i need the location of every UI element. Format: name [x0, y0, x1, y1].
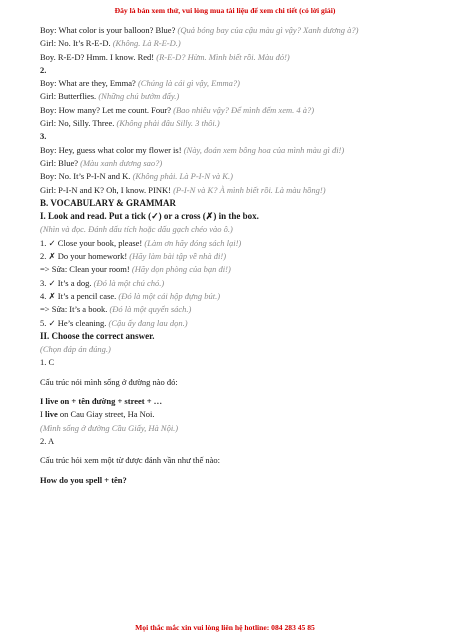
dialog-line [40, 77, 420, 90]
dialog-line [40, 117, 420, 130]
answer-translation: (Hãy làm bài tập về nhà đi!) [129, 251, 227, 262]
answer-translation: (Đó là một chú chó.) [93, 277, 165, 288]
exercise-instruction: (Nhìn và đọc. Đánh dấu tích hoặc dấu gạch chéo vào ô.) [40, 224, 233, 235]
hotline-notice: Mọi thắc mắc xin vui lòng liên hệ hotline: 084 283 45 85 [135, 623, 315, 632]
dialog-text: Girl: No. It’s R-E-D. [40, 38, 111, 49]
answer-translation: (Cậu ấy đang lau dọn.) [108, 317, 188, 328]
dialog-text: Boy: Hey, guess what color my flower is! [40, 144, 182, 155]
answer-text: 4. ✗ It’s a pencil case. [40, 290, 117, 301]
dialog-text: Boy: What color is your balloon? Blue? [40, 25, 176, 35]
answer-translation: (Làm ơn hãy đóng sách lại!) [144, 237, 242, 248]
answer-key: 1. C [40, 357, 55, 368]
dialog-translation: (Bao nhiêu vậy? Để mình đếm xem. 4 à?) [173, 104, 315, 115]
dialog-line [40, 144, 420, 157]
dialog-translation: (Không. Là R-E-D.) [112, 38, 181, 49]
preview-notice: Đây là bản xem thử, vui lòng mua tài liệu để xem chi tiết (có lời giải) [114, 6, 336, 15]
dialog-line [40, 104, 420, 117]
exercise-instruction: (Chọn đáp án đúng.) [40, 344, 111, 355]
dialog-translation: (Chúng là cái gì vậy, Emma?) [137, 78, 240, 89]
correction-text: => Sửa: It’s a book. [40, 304, 108, 315]
dialog-line [40, 184, 420, 197]
document-body [40, 24, 420, 487]
dialog-text: Boy: How many? Let me count. Four? [40, 104, 172, 115]
example-text: I [40, 409, 45, 420]
dialog-text: Boy. R-E-D? Hmm. I know. Red! [40, 51, 155, 62]
dialog-text: Boy: No. It’s P-I-N and K. [40, 171, 131, 182]
dialog-text: Girl: P-I-N and K? Oh, I know. PINK! [40, 184, 171, 195]
answer-item [40, 317, 420, 330]
section-heading: B. VOCABULARY & GRAMMAR [40, 197, 176, 208]
dialog-translation: (Không phải đâu Silly. 3 thôi.) [116, 118, 220, 129]
dialog-translation: (Màu xanh dương sao?) [80, 157, 163, 168]
dialog-text: Boy: What are they, Emma? [40, 78, 136, 89]
grammar-formula: How do you spell + tên? [40, 474, 127, 485]
correction-translation: (Đó là một quyển sách.) [109, 304, 192, 315]
exercise-title: II. Choose the correct answer. [40, 330, 155, 341]
answer-item [40, 250, 420, 263]
dialog-text: Girl: No, Silly. Three. [40, 118, 115, 129]
dialog-text: Girl: Blue? [40, 157, 79, 168]
answer-text: 3. ✓ It’s a dog. [40, 277, 92, 288]
answer-text: 2. ✗ Do your homework! [40, 251, 128, 262]
dialog-translation: (Này, đoán xem bông hoa của mình màu gì đi!) [183, 144, 345, 155]
dialog-line [40, 170, 420, 183]
exercise-title: I. Look and read. Put a tick (✓) or a cross (✗) in the box. [40, 211, 259, 222]
correction-translation: (Hãy dọn phòng của bạn đi!) [131, 264, 231, 275]
dialog-translation: (P-I-N và K? À mình biết rồi. Là màu hồng!) [173, 184, 326, 195]
answer-item [40, 237, 420, 250]
dialog-line [40, 37, 420, 50]
dialog-number: 3. [40, 131, 47, 142]
dialog-text: Girl: Butterflies. [40, 91, 97, 102]
answer-text: 5. ✓ He’s cleaning. [40, 317, 107, 328]
answer-translation: (Đó là một cái hộp đựng bút.) [118, 290, 221, 301]
example-translation: (Mình sống ở đường Cầu Giấy, Hà Nội.) [40, 422, 179, 433]
answer-text: 1. ✓ Close your book, please! [40, 237, 143, 248]
dialog-line [40, 157, 420, 170]
explanation-text: Cấu trúc hỏi xem một từ được đánh vần như thế nào: [40, 455, 221, 466]
dialog-number: 2. [40, 64, 47, 75]
correction-item [40, 303, 420, 316]
example-keyword: live [44, 409, 58, 420]
answer-item [40, 290, 420, 303]
explanation-text: Cấu trúc nói mình sống ở đường nào đó: [40, 376, 178, 387]
dialog-translation: (R-E-D? Hừm. Mình biết rồi. Màu đỏ!) [156, 51, 290, 62]
example-text: on Cau Giay street, Ha Noi. [57, 409, 155, 420]
dialog-translation: (Những chú bướm đấy.) [98, 91, 180, 102]
answer-item [40, 277, 420, 290]
dialog-line [40, 90, 420, 103]
answer-key: 2. A [40, 435, 55, 446]
dialog-line [40, 51, 420, 64]
correction-item [40, 263, 420, 276]
example-sentence [40, 408, 420, 421]
dialog-line [40, 24, 420, 37]
correction-text: => Sửa: Clean your room! [40, 264, 130, 275]
grammar-formula: I live on + tên đường + street + … [40, 396, 163, 407]
dialog-translation: (Không phải. Là P-I-N và K.) [132, 171, 233, 182]
dialog-translation: (Quả bóng bay của cậu màu gì vậy? Xanh dương à?) [177, 25, 359, 35]
